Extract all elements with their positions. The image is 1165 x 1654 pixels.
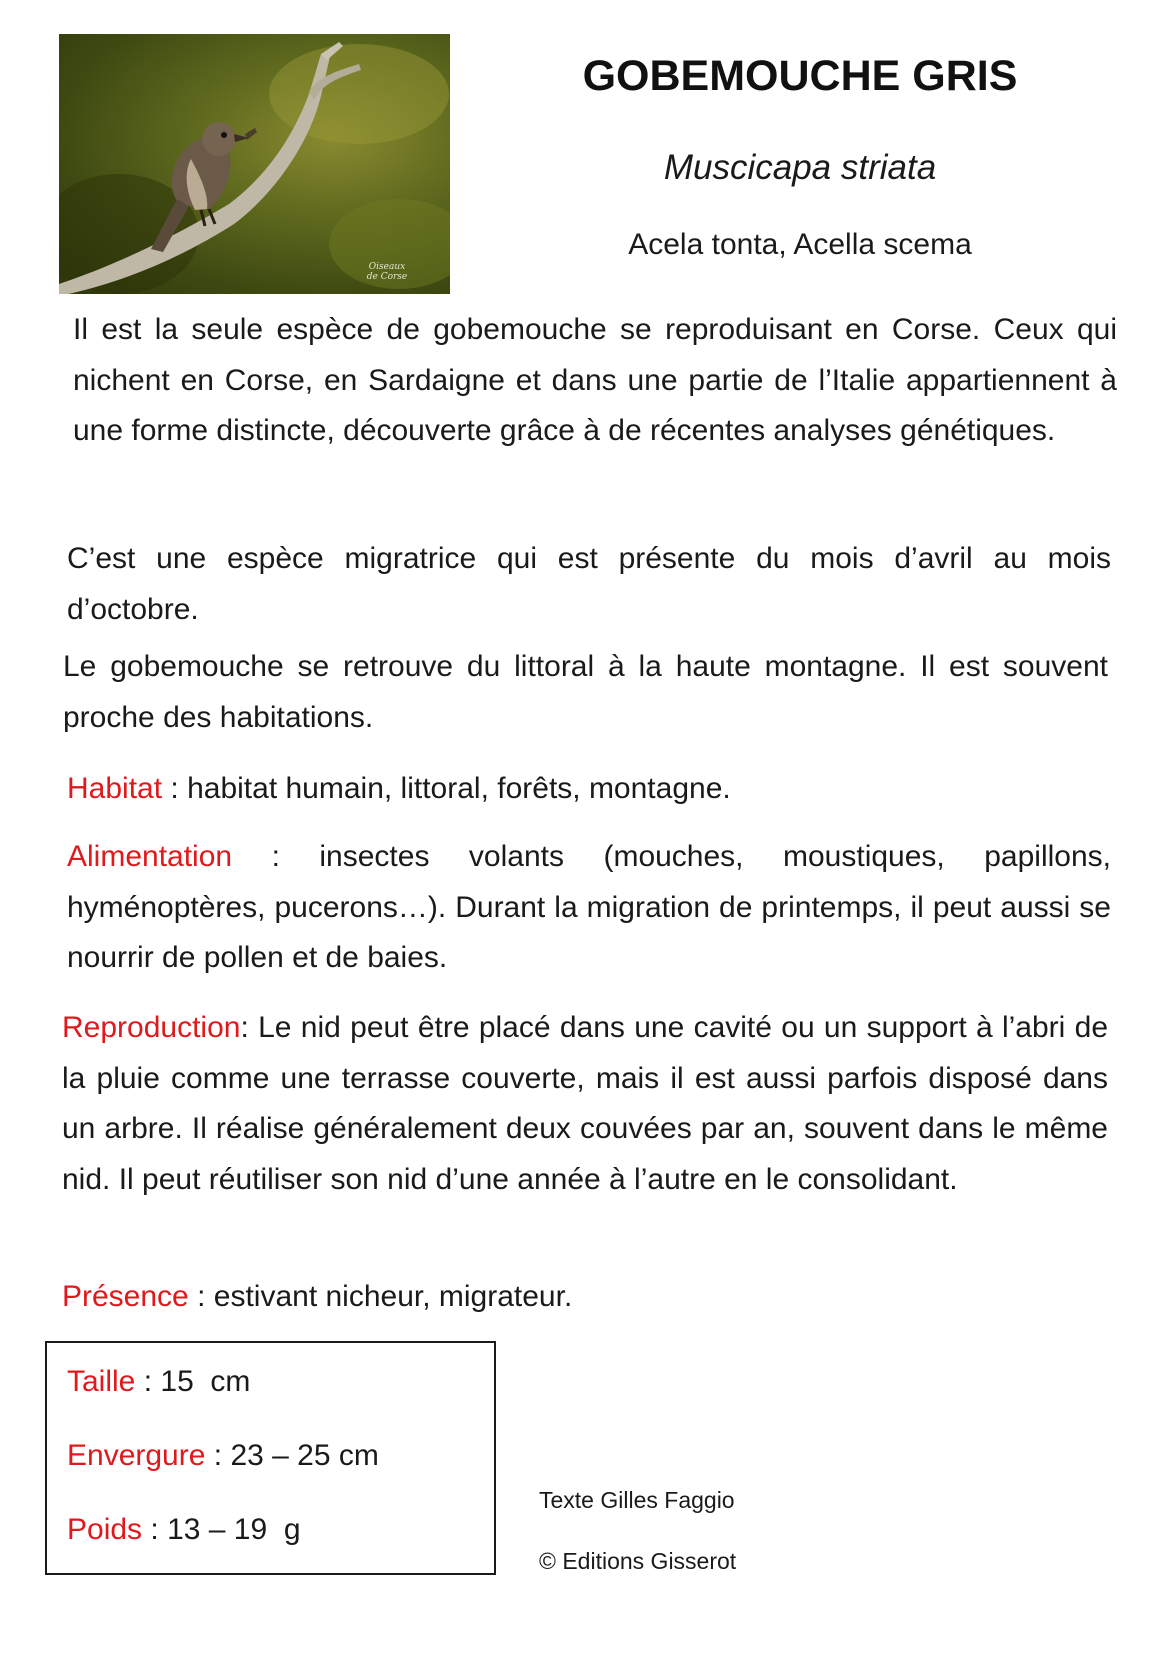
habitat-label: Habitat — [67, 772, 163, 805]
habitat-section — [67, 764, 1111, 815]
watermark-line: Oiseaux — [368, 262, 406, 272]
reproduction-text: Le nid peut être placé dans une cavité ou un support à l’abri de la pluie comme une terrasse couverte, mais il est aussi parfois disposé dans un arbre. Il réalise généralement deux couvées par an, souvent dans le même nid. Il peut réutiliser son nid d’une année à l’autre en le consolidant. — [62, 1011, 1109, 1196]
photo-watermark — [360, 262, 414, 282]
measure-envergure — [67, 1439, 379, 1473]
intro-paragraph: Il est la seule espèce de gobemouche se reproduisant en Corse. Ceux qui nichent en Corse, en Sardaigne et dans une partie de l’Italie appartiennent à une forme distincte, découverte grâce à de récentes analyses génétiques. — [73, 313, 1117, 447]
habitat-text: habitat humain, littoral, forêts, montagne. — [187, 772, 731, 805]
author-credit: Texte Gilles Faggio — [539, 1487, 735, 1513]
presence-label: Présence — [62, 1280, 189, 1312]
bird-photo — [59, 34, 450, 294]
taille-label: Taille — [67, 1365, 136, 1398]
taille-value: 15 cm — [160, 1365, 251, 1398]
presence-section — [62, 1272, 1108, 1312]
watermark-line: de Corse — [366, 272, 408, 282]
alimentation-text: insectes volants (mouches, moustiques, papillons, hyménoptères, pucerons…). Durant la migration de printemps, il peut aussi se nourrir de pollen et de baies. — [67, 840, 1111, 974]
presence-separator: : — [188, 1280, 214, 1312]
alimentation-label: Alimentation — [67, 840, 233, 873]
alimentation-section — [67, 832, 1111, 984]
envergure-separator: : — [205, 1439, 231, 1472]
measure-taille — [67, 1365, 250, 1399]
poids-separator: : — [142, 1513, 168, 1546]
measure-poids — [67, 1513, 301, 1547]
envergure-value: 23 – 25 cm — [230, 1439, 379, 1472]
poids-value: 13 – 19 g — [167, 1513, 301, 1546]
reproduction-label: Reproduction — [62, 1011, 241, 1044]
presence-text: estivant nicheur, migrateur. — [213, 1280, 573, 1312]
habitat-separator: : — [162, 772, 188, 805]
latin-name: Muscicapa striata — [663, 148, 937, 187]
alimentation-separator: : — [232, 840, 320, 873]
range-paragraph: Le gobemouche se retrouve du littoral à la haute montagne. Il est souvent proche des habitations. — [63, 650, 1108, 732]
bird-illustration — [59, 34, 450, 294]
reproduction-separator: : — [240, 1011, 259, 1044]
page-title: GOBEMOUCHE GRIS — [582, 52, 1018, 100]
publisher-credit: © Editions Gisserot — [539, 1548, 737, 1574]
envergure-label: Envergure — [67, 1439, 206, 1472]
local-names: Acela tonta, Acella scema — [628, 228, 972, 261]
migration-paragraph: C’est une espèce migratrice qui est présente du mois d’avril au mois d’octobre. — [67, 542, 1111, 626]
poids-label: Poids — [67, 1513, 143, 1546]
taille-separator: : — [135, 1365, 161, 1398]
reproduction-section — [62, 1003, 1108, 1205]
measurements-box — [45, 1341, 496, 1575]
